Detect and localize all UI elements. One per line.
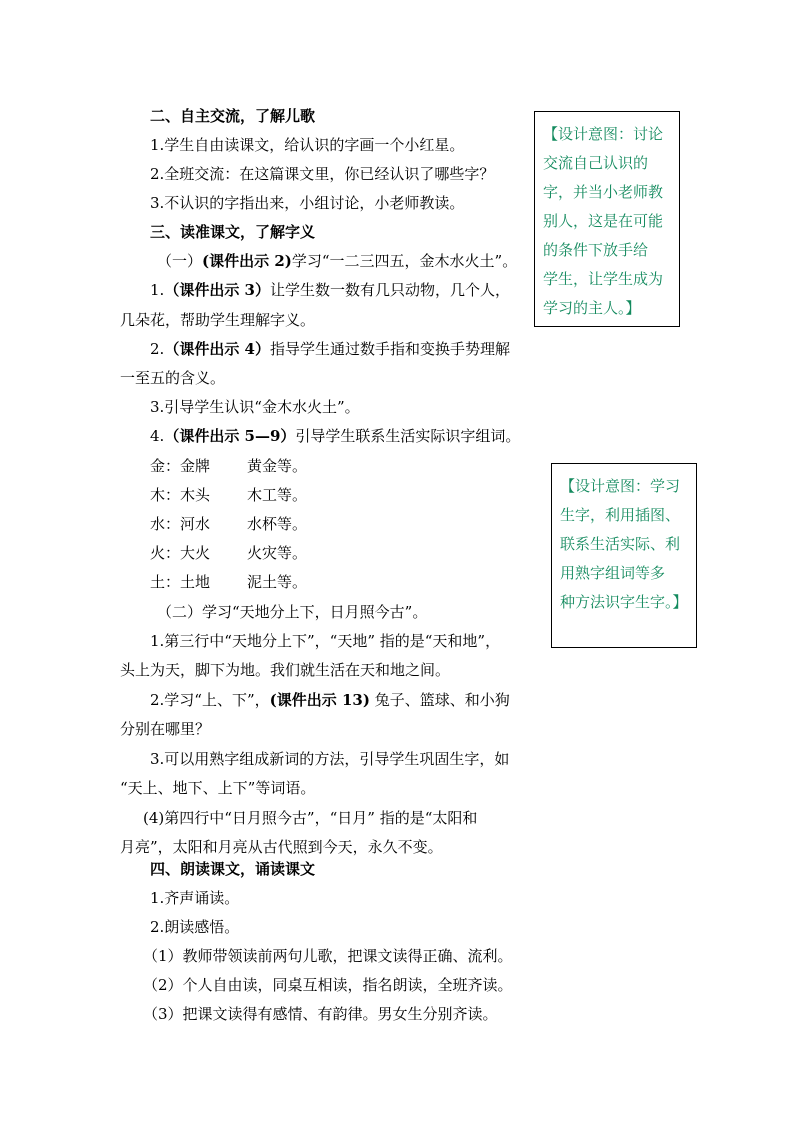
courseware-ref: (课件出示 13) [269,691,370,709]
text-part: 1. [150,281,165,299]
word-example: 木工等。 [247,486,308,504]
word-example: 水杯等。 [247,515,308,533]
text-part: 兔子、篮球、和小狗 [369,691,510,709]
text-line: 2.全班交流：在这篇课文里，你已经认识了哪些字？ [150,165,495,183]
section-heading-2: 二、自主交流，了解儿歌 [150,107,316,125]
subsection-heading: （二）学习“天地分上下，日月照今古”。 [157,603,428,621]
text-part: 2. [150,340,165,358]
text-part: 4. [150,427,165,445]
word-example: 水：河水 [150,515,211,533]
word-row [150,514,370,534]
note-line: 种方法识字生字。】 [560,593,688,611]
note-line: 生字，利用插图、 [560,506,681,524]
text-part: 引导学生联系生活实际识字组词。 [295,427,521,445]
text-line: （2）个人自由读，同桌互相读，指名朗读，全班齐读。 [143,976,513,994]
text-line: 月亮”，太阳和月亮从古代照到今天，永久不变。 [120,838,443,856]
text-line: 1.学生自由读课文，给认识的字画一个小红星。 [150,136,465,154]
note-line: 交流自己认识的 [543,154,649,172]
text-line [150,690,510,710]
word-example: 火灾等。 [247,544,308,562]
text-line: “天上、地下、上下”等词语。 [120,779,316,797]
text-part: 学习“一二三四五，金木水火土”。 [291,252,518,270]
word-example: 火：大火 [150,544,211,562]
text-line: (4)第四行中“日月照今古”，“日月” 指的是“太阳和 [143,809,478,827]
text-line [157,251,517,271]
note-line: 别人，这是在可能 [543,212,664,230]
section-heading-3: 三、读准课文，了解字义 [150,223,316,241]
note-line: 学习的主人。】 [543,299,641,317]
note-line: 的条件下放手给 [543,241,649,259]
note-line: 联系生活实际、利 [560,535,681,553]
text-line: 3.可以用熟字组成新词的方法，引导学生巩固生字，如 [150,750,510,768]
word-example: 泥土等。 [247,573,308,591]
note-line: 【设计意图：讨论 [543,125,664,143]
text-line: 1.齐声诵读。 [150,889,240,907]
text-line: 3.引导学生认识“金木水火土”。 [150,398,360,416]
word-example: 土：土地 [150,573,211,591]
word-example: 黄金等。 [247,457,308,475]
note-line: 学生，让学生成为 [543,270,664,288]
text-line: 3.不认识的字指出来，小组讨论，小老师教读。 [150,194,465,212]
text-line [150,339,510,359]
note-line: 用熟字组词等多 [560,564,666,582]
section-heading-4: 四、朗读课文，诵读课文 [150,860,316,878]
word-row [150,485,370,505]
word-row [150,572,370,592]
text-part: 让学生数一数有几只动物，几个人， [269,281,510,299]
text-line: （1）教师带领读前两句儿歌，把课文读得正确、流利。 [143,947,513,965]
note-line: 【设计意图：学习 [560,477,681,495]
text-line: 分别在哪里？ [120,720,211,738]
design-intent-note-2 [551,463,697,648]
courseware-ref: (课件出示 2) [202,252,292,270]
text-line [150,280,510,300]
word-example: 金：金牌 [150,457,211,475]
text-line: 头上为天，脚下为地。我们就生活在天和地之间。 [120,661,451,679]
text-part: 2.学习“上、下”， [150,691,270,709]
text-line: 1.第三行中“天地分上下”，“天地” 指的是“天和地”， [150,632,501,650]
courseware-ref: （课件出示 5—9） [164,427,296,445]
note-line: 字，并当小老师教 [543,183,664,201]
text-line: 2.朗读感悟。 [150,918,240,936]
word-example: 木：木头 [150,486,211,504]
text-line: 一至五的含义。 [120,369,226,387]
text-part: 指导学生通过数手指和变换手势理解 [269,340,510,358]
text-line [150,426,520,446]
text-part: （一） [157,252,203,270]
courseware-ref: （课件出示 3） [164,281,270,299]
design-intent-note-1 [534,111,680,327]
word-row [150,543,370,563]
text-line: （3）把课文读得有感情、有韵律。男女生分别齐读。 [143,1005,498,1023]
text-line: 几朵花，帮助学生理解字义。 [120,311,316,329]
courseware-ref: （课件出示 4） [164,340,270,358]
word-row [150,456,370,476]
